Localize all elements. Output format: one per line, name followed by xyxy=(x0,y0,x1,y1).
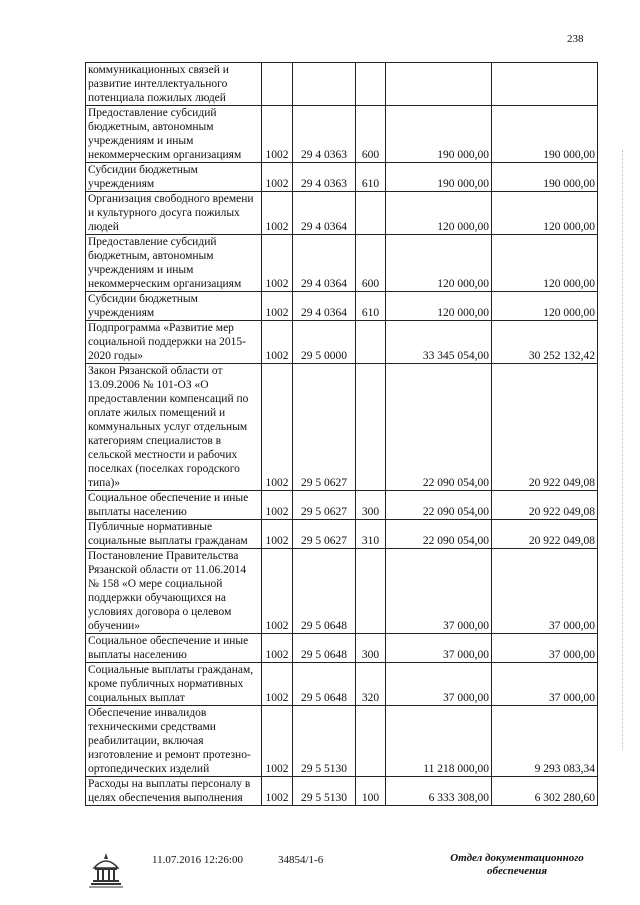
department-stamp xyxy=(432,852,602,878)
table-row xyxy=(86,364,598,491)
row-fact-amount-cell: 20 922 049,08 xyxy=(492,491,598,520)
row-plan-amount-cell: 6 333 308,00 xyxy=(386,777,492,806)
row-name-cell: Социальное обеспечение и иные выплаты населению xyxy=(86,634,262,663)
print-timestamp: 11.07.2016 12:26:00 xyxy=(152,854,243,866)
row-type-cell: 300 xyxy=(356,634,386,663)
row-target-cell: 29 4 0364 xyxy=(293,292,356,321)
page-footer xyxy=(0,848,640,898)
row-plan-amount-cell: 37 000,00 xyxy=(386,663,492,706)
row-fact-amount-cell: 190 000,00 xyxy=(492,163,598,192)
row-name-cell: Подпрограмма «Развитие мер социальной поддержки на 2015-2020 годы» xyxy=(86,321,262,364)
page-number: 238 xyxy=(567,33,584,45)
row-fact-amount-cell: 37 000,00 xyxy=(492,663,598,706)
row-plan-amount-cell: 120 000,00 xyxy=(386,292,492,321)
row-plan-amount-cell: 22 090 054,00 xyxy=(386,520,492,549)
row-name-cell: коммуникационных связей и развитие интеллектуального потенциала пожилых людей xyxy=(86,63,262,106)
row-name-cell: Постановление Правительства Рязанской области от 11.06.2014 № 158 «О мере социальной поддержки обучающихся на условиях договора о целевом обучении» xyxy=(86,549,262,634)
row-type-cell xyxy=(356,364,386,491)
table-row xyxy=(86,321,598,364)
row-type-cell xyxy=(356,321,386,364)
row-target-cell: 29 4 0364 xyxy=(293,192,356,235)
row-type-cell: 610 xyxy=(356,292,386,321)
row-plan-amount-cell: 22 090 054,00 xyxy=(386,364,492,491)
row-fact-amount-cell: 120 000,00 xyxy=(492,235,598,292)
table-row xyxy=(86,235,598,292)
margin-dotted-line xyxy=(622,150,624,750)
row-type-cell xyxy=(356,549,386,634)
row-target-cell: 29 5 0648 xyxy=(293,663,356,706)
row-plan-amount-cell: 120 000,00 xyxy=(386,192,492,235)
row-target-cell: 29 5 5130 xyxy=(293,777,356,806)
department-line-2: обеспечения xyxy=(486,865,547,877)
row-section-cell: 1002 xyxy=(262,777,293,806)
row-plan-amount-cell: 11 218 000,00 xyxy=(386,706,492,777)
row-target-cell xyxy=(293,63,356,106)
row-fact-amount-cell: 20 922 049,08 xyxy=(492,520,598,549)
row-name-cell: Организация свободного времени и культурного досуга пожилых людей xyxy=(86,192,262,235)
row-section-cell: 1002 xyxy=(262,163,293,192)
row-type-cell: 300 xyxy=(356,491,386,520)
department-line-1: Отдел документационного xyxy=(450,852,584,864)
row-type-cell: 320 xyxy=(356,663,386,706)
row-type-cell xyxy=(356,192,386,235)
table-row xyxy=(86,292,598,321)
duma-logo-icon xyxy=(86,850,126,890)
row-target-cell: 29 5 0000 xyxy=(293,321,356,364)
row-target-cell: 29 5 0627 xyxy=(293,491,356,520)
row-name-cell: Предоставление субсидий бюджетным, автономным учреждениям и иным некоммерческим организациям xyxy=(86,235,262,292)
row-name-cell: Предоставление субсидий бюджетным, автономным учреждениям и иным некоммерческим организациям xyxy=(86,106,262,163)
table-row xyxy=(86,192,598,235)
document-number: 34854/1-6 xyxy=(278,854,324,866)
row-section-cell: 1002 xyxy=(262,663,293,706)
row-plan-amount-cell: 22 090 054,00 xyxy=(386,491,492,520)
row-section-cell: 1002 xyxy=(262,549,293,634)
row-section-cell: 1002 xyxy=(262,235,293,292)
row-section-cell: 1002 xyxy=(262,491,293,520)
table-row xyxy=(86,63,598,106)
row-name-cell: Социальные выплаты гражданам, кроме публичных нормативных социальных выплат xyxy=(86,663,262,706)
row-section-cell xyxy=(262,63,293,106)
row-fact-amount-cell: 20 922 049,08 xyxy=(492,364,598,491)
row-target-cell: 29 5 0648 xyxy=(293,634,356,663)
row-type-cell: 100 xyxy=(356,777,386,806)
row-type-cell: 610 xyxy=(356,163,386,192)
row-type-cell xyxy=(356,63,386,106)
row-name-cell: Субсидии бюджетным учреждениям xyxy=(86,163,262,192)
row-plan-amount-cell: 190 000,00 xyxy=(386,163,492,192)
row-plan-amount-cell: 37 000,00 xyxy=(386,634,492,663)
row-fact-amount-cell: 120 000,00 xyxy=(492,292,598,321)
row-plan-amount-cell xyxy=(386,63,492,106)
row-section-cell: 1002 xyxy=(262,106,293,163)
row-section-cell: 1002 xyxy=(262,634,293,663)
row-fact-amount-cell: 30 252 132,42 xyxy=(492,321,598,364)
row-fact-amount-cell xyxy=(492,63,598,106)
row-section-cell: 1002 xyxy=(262,364,293,491)
row-fact-amount-cell: 190 000,00 xyxy=(492,106,598,163)
row-section-cell: 1002 xyxy=(262,321,293,364)
row-plan-amount-cell: 120 000,00 xyxy=(386,235,492,292)
row-section-cell: 1002 xyxy=(262,192,293,235)
row-name-cell: Закон Рязанской области от 13.09.2006 № 101-ОЗ «О предоставлении компенсаций по оплате жилых помещений и коммунальных услуг отдельным категориям специалистов в сельской местности и рабочих поселках (поселках городского типа)» xyxy=(86,364,262,491)
table-row xyxy=(86,663,598,706)
row-target-cell: 29 5 0648 xyxy=(293,549,356,634)
table-row xyxy=(86,777,598,806)
row-name-cell: Социальное обеспечение и иные выплаты населению xyxy=(86,491,262,520)
table-row xyxy=(86,549,598,634)
row-target-cell: 29 4 0363 xyxy=(293,106,356,163)
row-plan-amount-cell: 33 345 054,00 xyxy=(386,321,492,364)
row-type-cell xyxy=(356,706,386,777)
table-row xyxy=(86,491,598,520)
row-section-cell: 1002 xyxy=(262,292,293,321)
row-section-cell: 1002 xyxy=(262,520,293,549)
row-target-cell: 29 4 0363 xyxy=(293,163,356,192)
row-fact-amount-cell: 37 000,00 xyxy=(492,634,598,663)
table-row xyxy=(86,520,598,549)
row-fact-amount-cell: 37 000,00 xyxy=(492,549,598,634)
row-name-cell: Публичные нормативные социальные выплаты гражданам xyxy=(86,520,262,549)
row-fact-amount-cell: 6 302 280,60 xyxy=(492,777,598,806)
table-row xyxy=(86,106,598,163)
row-target-cell: 29 5 0627 xyxy=(293,520,356,549)
row-plan-amount-cell: 190 000,00 xyxy=(386,106,492,163)
row-fact-amount-cell: 120 000,00 xyxy=(492,192,598,235)
row-target-cell: 29 5 5130 xyxy=(293,706,356,777)
row-target-cell: 29 4 0364 xyxy=(293,235,356,292)
row-type-cell: 600 xyxy=(356,106,386,163)
row-type-cell: 310 xyxy=(356,520,386,549)
row-name-cell: Субсидии бюджетным учреждениям xyxy=(86,292,262,321)
budget-table xyxy=(85,62,598,806)
row-type-cell: 600 xyxy=(356,235,386,292)
table-row xyxy=(86,706,598,777)
row-name-cell: Расходы на выплаты персоналу в целях обеспечения выполнения xyxy=(86,777,262,806)
row-name-cell: Обеспечение инвалидов техническими средствами реабилитации, включая изготовление и ремонт протезно-ортопедических изделий xyxy=(86,706,262,777)
row-target-cell: 29 5 0627 xyxy=(293,364,356,491)
table-row xyxy=(86,163,598,192)
table-row xyxy=(86,634,598,663)
row-section-cell: 1002 xyxy=(262,706,293,777)
row-fact-amount-cell: 9 293 083,34 xyxy=(492,706,598,777)
row-plan-amount-cell: 37 000,00 xyxy=(386,549,492,634)
